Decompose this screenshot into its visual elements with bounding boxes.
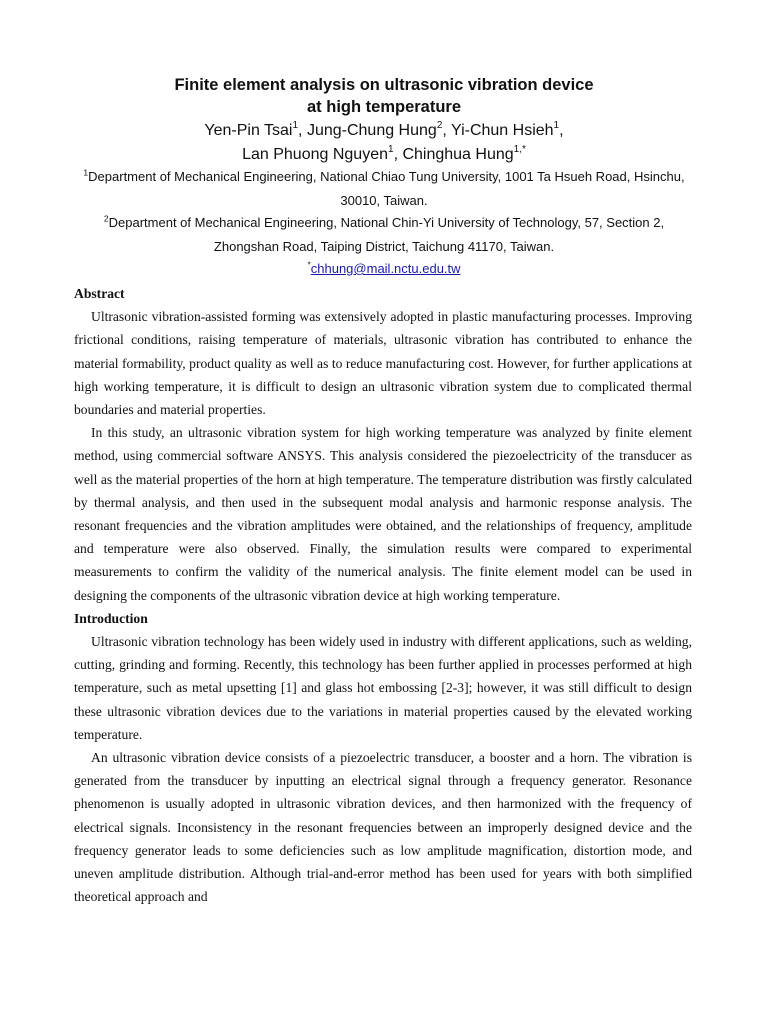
- title-line-2: at high temperature: [306, 98, 462, 116]
- author-line-2: Lan Phuong Nguyen$^1$, Chinghua Hung$^{1,*}$: [242, 143, 526, 163]
- affiliation-text: Department of Mechanical Engineering, National Chin-Yi University of Technology, 57, Section 2, Zhongshan Road, Taiping District, Taichung 41170, Taiwan.: [108, 215, 665, 254]
- corresponding-mark: *: [307, 259, 311, 270]
- affiliation-2: [74, 211, 694, 258]
- author-name: Yen-Pin Tsai: [204, 122, 293, 139]
- author-list: [0, 119, 768, 167]
- author-name: Yi-Chun Hsieh: [450, 122, 554, 139]
- abstract-paragraph: Ultrasonic vibration-assisted forming was extensively adopted in plastic manufacturing processes. Improving frictional conditions, raising temperature of materials, ultrasonic vibration has contributed to enhance the material formability, product quality as well as to reduce manufacturing cost. However, for further applications at high working temperature, it is difficult to design an ultrasonic vibration system due to complicated thermal boundaries and material properties.: [74, 309, 692, 418]
- corresponding-email: [0, 257, 768, 281]
- author-name: Chinghua Hung: [402, 146, 514, 163]
- author-line-1: Yen-Pin Tsai$^1$, Jung-Chung Hung$^2$, Yi-Chun Hsieh$^1$,: [204, 119, 564, 139]
- abstract-heading: Abstract: [74, 286, 125, 301]
- affiliation-text: Department of Mechanical Engineering, National Chiao Tung University, 1001 Ta Hsueh Road, Hsinchu, 30010, Taiwan.: [88, 169, 685, 208]
- introduction-paragraph: An ultrasonic vibration device consists of a piezoelectric transducer, a booster and a horn. The vibration is generated from the transducer by inputting an electrical signal through a frequency generator. Resonance phenomenon is usually adopted in ultrasonic vibration devices, and then harmonized with the frequency of electrical signals. Inconsistency in the resonant frequencies between an improperly designed device and the frequency generator leads to some deficiencies such as low amplitude magnification, distortion mode, and uneven amplitude distribution. Although trial-and-error method has been used for years with both simplified theoretical approach and: [74, 750, 692, 905]
- introduction-heading: Introduction: [74, 610, 148, 626]
- author-affiliation-mark: 2: [436, 119, 443, 131]
- author-name: Jung-Chung Hung: [306, 122, 437, 139]
- affiliation-1: [74, 165, 694, 212]
- introduction-paragraph: Ultrasonic vibration technology has been widely used in industry with different applications, such as welding, cutting, grinding and forming. Recently, this technology has been further applied in processes performed at high temperature, such as metal upsetting [1] and glass hot embossing [2-3]; however, it was still difficult to design these ultrasonic vibration devices due to the variations in material properties caused by the elevated working temperature.: [74, 634, 692, 742]
- abstract-paragraph: In this study, an ultrasonic vibration system for high working temperature was analyzed by finite element method, using commercial software ANSYS. This analysis considered the piezoelectricity of the transducer as well as the material properties of the horn at high temperature. The temperature distribution was firstly calculated by thermal analysis, and then used in the subsequent modal analysis and harmonic response analysis. The resonant frequencies and the vibration amplitudes were obtained, and the relationships of frequency, amplitude and temperature were also observed. Finally, the simulation results were compared to experimental measurements to confirm the validity of the numerical analysis. The finite element model can be used in designing the components of the ultrasonic vibration device at high working temperature.: [74, 425, 692, 603]
- affiliation-mark: 1: [83, 167, 89, 178]
- title-line-1: Finite element analysis on ultrasonic vibration device: [174, 76, 594, 94]
- affiliation-mark: 2: [103, 213, 109, 224]
- author-affiliation-mark: 1: [553, 119, 560, 131]
- paper-title: [0, 74, 768, 118]
- email-link[interactable]: chhung@mail.nctu.edu.tw: [310, 261, 461, 276]
- author-name: Lan Phuong Nguyen: [242, 146, 388, 163]
- author-affiliation-mark: 1: [292, 119, 299, 131]
- author-affiliation-mark: 1: [388, 143, 394, 155]
- author-affiliation-mark: 1,*: [513, 143, 526, 155]
- paper-body: [74, 282, 692, 908]
